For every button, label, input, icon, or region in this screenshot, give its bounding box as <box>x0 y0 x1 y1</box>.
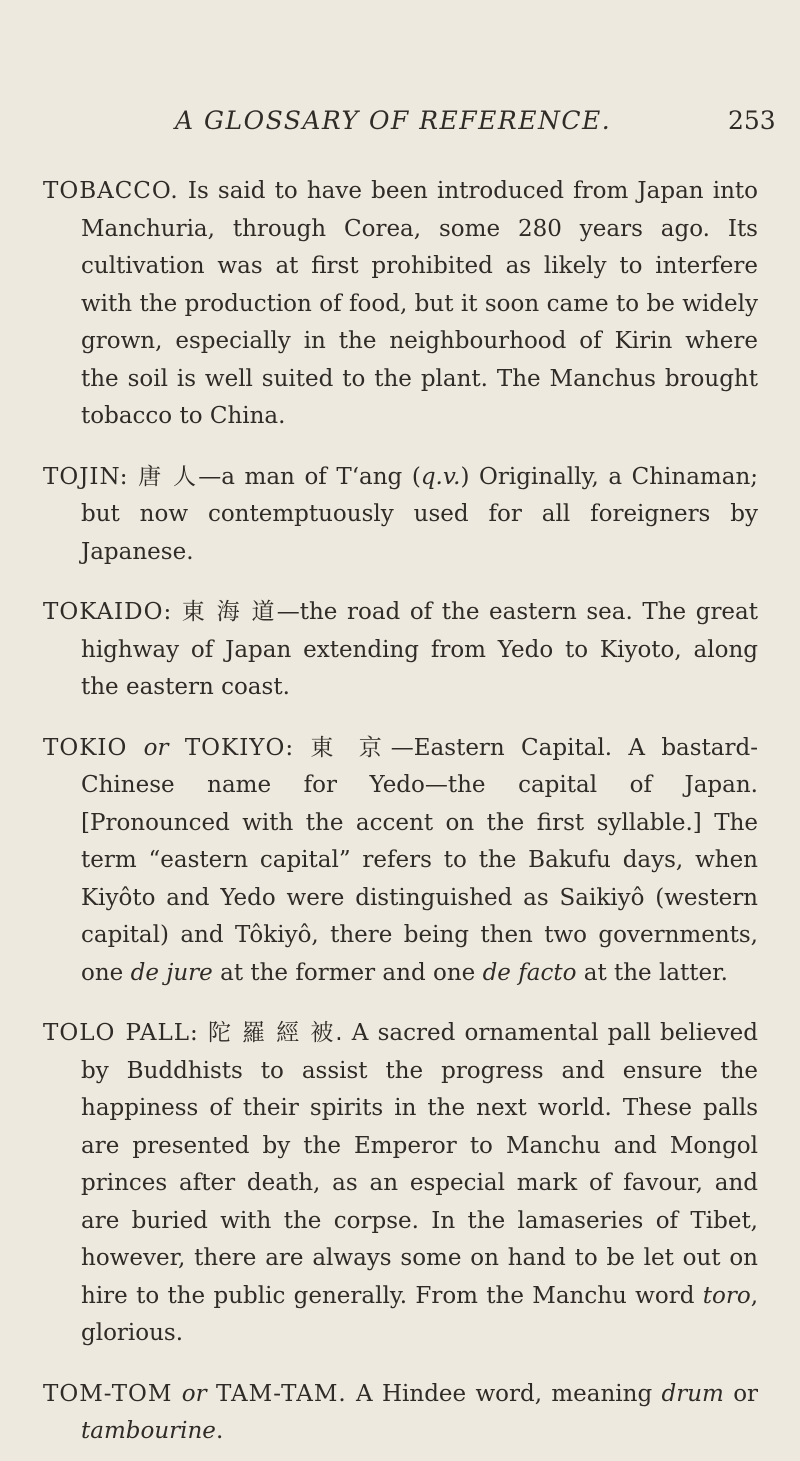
headword: TOKAIDO: <box>43 599 173 625</box>
definition-end: at the latter. <box>583 959 728 986</box>
headword: TOKIO <box>43 734 128 761</box>
meaning-word: tambourine <box>81 1418 216 1444</box>
glossary-body <box>0 150 800 1461</box>
meaning-word: drum <box>661 1380 724 1407</box>
definition-cont: ) Originally, a Chinaman; but now contemptuously used for all foreigners by Japanese. <box>81 463 759 565</box>
entry-tokio <box>0 730 758 993</box>
headword-variant: TAM-TAM. <box>215 1380 347 1407</box>
entry-tokaido <box>0 594 758 707</box>
entry-tolo-pall <box>0 1015 758 1353</box>
definition: A Hindee word, meaning <box>356 1380 653 1407</box>
or-word: or <box>143 734 169 761</box>
entry-tojin <box>0 459 758 572</box>
or-word: or <box>181 1380 207 1407</box>
definition: A sacred ornamental pall believed by Buddhists to assist the progress and ensure the happiness of their spirits in the next world. These palls are presented by the Emperor to Manchu and Mongol princes after death, as an especial mark of favour, and are buried with the corpse. In the lamaseries of Tibet, however, there are always some on hand to be let out on hire to the public generally. From the Manchu word <box>81 1020 758 1309</box>
headword-variant: TOKIYO: <box>184 734 295 761</box>
cross-reference: q.v. <box>420 463 461 490</box>
latin-term: de facto <box>482 959 577 986</box>
manchu-word: toro <box>702 1282 751 1309</box>
chinese-characters: 東 海 道 <box>181 599 277 625</box>
chinese-characters: 唐 人 <box>138 463 199 490</box>
definition: —Eastern Capital. A bastard-Chinese name for Yedo—the capital of Japan. [Pronounced with the accent on the first syllable.] The term “eastern capital” refers to the Bakufu days, when Kiyôto and Yedo were distinguished as Saikiyô (western capital) and Tôkiyô, there being then two governments, one <box>81 734 759 986</box>
entry-tom-tom <box>0 1376 758 1451</box>
definition-cont: at the former and one <box>220 959 476 986</box>
definition-end: , glorious. <box>81 1282 759 1346</box>
definition: —the road of the eastern sea. The great highway of Japan extending from Yedo to Kiyoto, along the eastern coast. <box>81 599 759 700</box>
definition: Is said to have been introduced from Japan into Manchuria, through Corea, some 280 years ago. Its cultivation was at first prohibited as likely to interfere with the production of food, but it soon came to be widely grown, especially in the neighbourhood of Kirin where the soil is well suited to the plant. The Manchus brought tobacco to China. <box>81 178 759 429</box>
headword: TOM-TOM <box>43 1380 173 1407</box>
definition: —a man of T‘ang ( <box>198 463 421 490</box>
headword: TOLO PALL: <box>43 1020 199 1046</box>
headword: TOJIN: <box>43 463 129 490</box>
headword: TOBACCO. <box>43 178 179 204</box>
page-number: 253 <box>728 106 776 135</box>
running-head <box>0 100 800 140</box>
latin-term: de jure <box>130 959 213 986</box>
definition-end: . <box>215 1418 224 1444</box>
chinese-characters: 陀 羅 經 被. <box>208 1020 343 1046</box>
running-head-title: A GLOSSARY OF REFERENCE. <box>175 106 612 135</box>
definition-cont: or <box>733 1380 759 1407</box>
chinese-characters: 東 京 <box>310 734 391 761</box>
entry-tobacco <box>0 173 758 436</box>
